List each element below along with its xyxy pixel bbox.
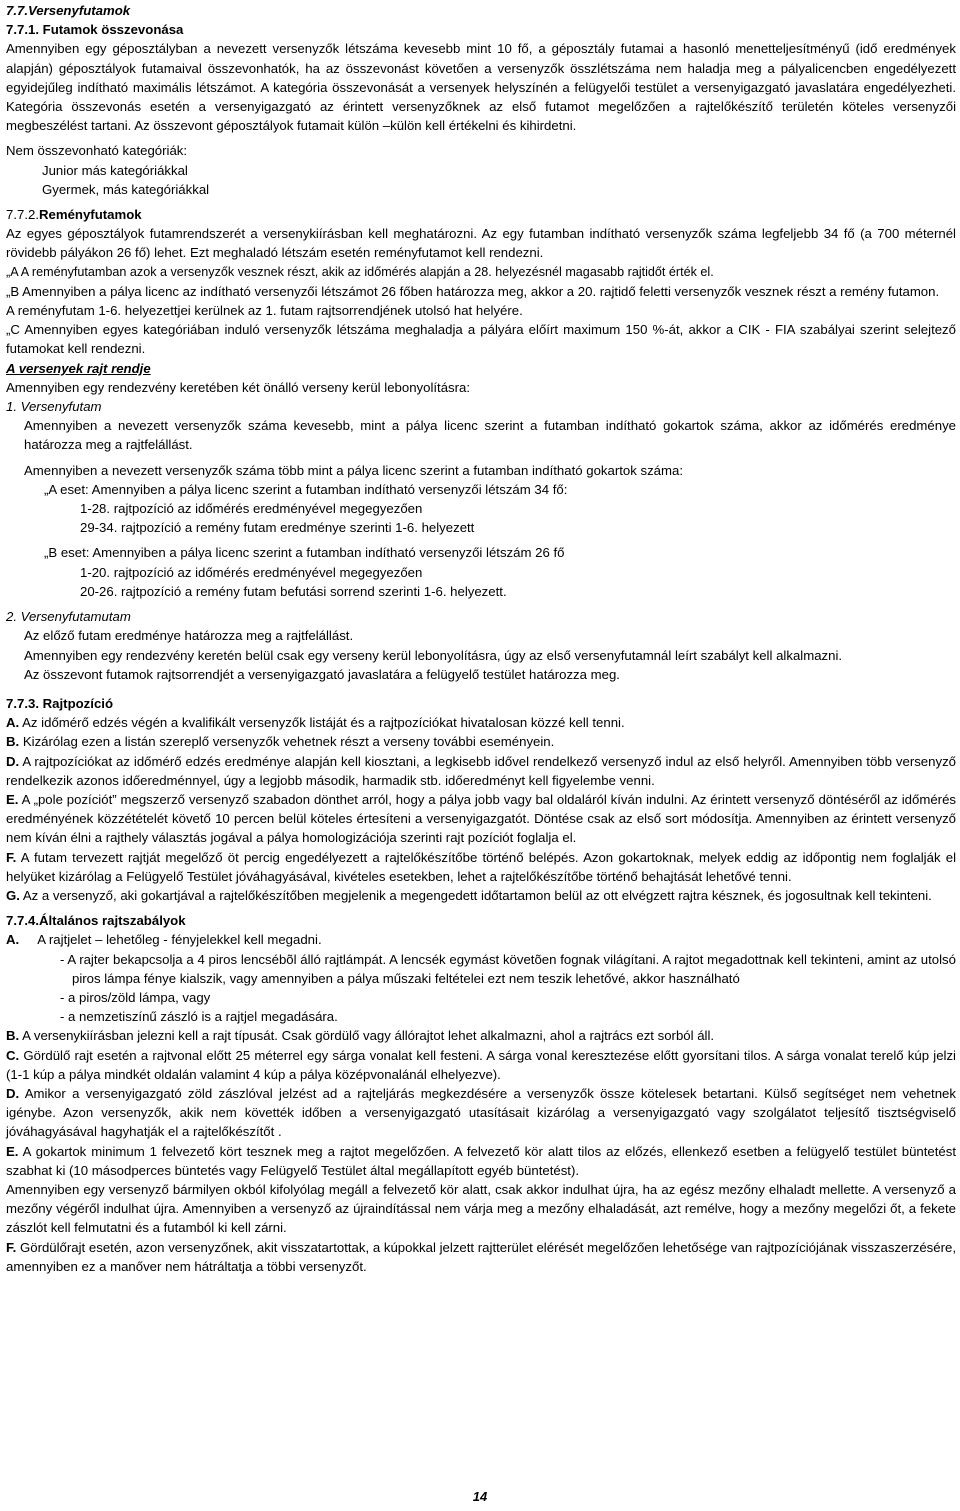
race-1-paragraph-2: Amennyiben a nevezett versenyzők száma több mint a pálya licenc szerint a futamban indítható gokartok száma: [24,462,683,478]
section-774-item [6,1142,956,1180]
item-text: Az időmérő edzés végén a kvalifikált versenyzők listáját és a rajtpozíciókat hivatalosan közzé kell tenni. [19,715,625,731]
item-letter: F. [6,849,17,865]
item-letter: E. [6,1143,19,1159]
item-text: Az a versenyző, aki gokartjával a rajtelőkészítőben megjelenik a megengedett időtartamon belül az ott elvégzett rajtra késznek, és jogosultnak kell tekinteni. [19,887,932,903]
race-2-paragraph-3: Az összevont futamok rajtsorrendjét a versenyigazgató javaslatára a felügyelő testület határozza meg. [24,666,620,682]
race-1-title: 1. Versenyfutam [6,399,102,415]
case-a-heading: „A eset: Amennyiben a pálya licenc szerint a futamban indítható versenyzői létszám 34 fő: [44,481,568,497]
section-772-title [6,205,956,224]
section-773-item [6,713,956,732]
race-1-paragraph-1: Amennyiben a nevezett versenyzők száma kevesebb, mint a pálya licenc szerint a futamban indítható gokartok száma, akkor az időmérés eredménye határozza meg a rajtfelállást. [24,418,956,453]
item-letter: B. [6,734,20,750]
section-773-item [6,848,956,886]
item-text: A gokartok minimum 1 felvezető kört tesznek meg a rajtot megelőzően. A felvezető kör alatt tilos az előzés, ellenkező esetben a felügyelő testület büntetést szabhat ki (10 másodperces büntetés vagy Felügyelő Testület által megállapított egyéb büntetést). [6,1143,956,1178]
section-774-item [6,1084,956,1142]
item-text: Gördülőrajt esetén, azon versenyzőnek, akit visszatartottak, a kúpokkal jelzett rajtterület elérését megelőzően lehetősége van rajtpozíciójának visszaszerzésére, amennyiben ez a manőver nem hátráltatja a többi versenyzőt. [6,1239,956,1274]
item-text: Amennyiben egy versenyző bármilyen okból kifolyólag megáll a felvezető kör alatt, csak akkor indulhat újra, ha az egész mezőny elhaladt mellette. A versenyző a mezőny végéről indulhat újra. Amennyiben a versenyző az újraindítással nem várja meg a mezőny elhaladását, azt remélve, hogy a mezőny megelőzi őt, a fekete zászlót kell felmutatni és a futamból ki kell zárni. [6,1181,956,1236]
section-772-number: 7.7.2. [6,207,39,223]
race-2-paragraph-1: Az előző futam eredménye határozza meg a rajtfelállást. [24,628,354,644]
section-774-item [6,1046,956,1084]
section-773-item [6,752,956,790]
page-number: 14 [472,1489,488,1504]
race-2-paragraph-2: Amennyiben egy rendezvény keretén belül csak egy verseny kerül lebonyolításra, úgy az első versenyfutamnál leírt szabályt kell alkalmazni. [24,647,843,663]
section-774-dash-2: - a piros/zöld lámpa, vagy [60,989,211,1005]
non-mergeable-title: Nem összevonható kategóriák: [6,143,188,159]
non-mergeable-item-2: Gyermek, más kategóriákkal [42,181,210,197]
item-text: Gördülő rajt esetén a rajtvonal előtt 25 méterrel egy sárga vonalat kell festeni. A sárga vonal keresztezése előtt gyorsítani tilos. A sárga vonalat terelő kúp jelzi (1-1 kúp a pálya mindkét oldalán valamint 4 kúp a pálya középvonalánál elhelyezve). [6,1047,956,1082]
item-letter: C. [6,1047,20,1063]
case-b-line-1: 1-20. rajtpozíció az időmérés eredményével megegyezően [80,564,423,580]
item-text: A rajtpozíciókat az időmérő edzés eredménye alapján kell kiosztani, a legkisebb idővel rendelkező versenyző indul az első helyről. Amennyiben több versenyző rendelkezik azonos időeredménnyel, úgy a legjobb második, harmadik stb. időeredményt kell figyelembe venni. [6,753,956,788]
section-773-list [6,713,956,905]
section-774-title: 7.7.4.Általános rajtszabályok [6,913,186,929]
section-773-item [6,790,956,848]
race-2-title: 2. Versenyfutamutam [6,609,131,625]
start-order-intro: Amennyiben egy rendezvény keretében két önálló verseny kerül lebonyolításra: [6,379,471,395]
section-774-item [6,1180,956,1238]
case-b-heading: „B eset: Amennyiben a pálya licenc szerint a futamban indítható versenyzői létszám 26 fő [44,545,565,561]
main-heading: 7.7.Versenyfutamok [6,3,131,18]
item-letter: E. [6,791,19,807]
item-letter: D. [6,753,20,769]
start-order-title: A versenyek rajt rendje [6,360,151,376]
section-772-case-b: „B Amennyiben a pálya licenc az indítható versenyzői létszámot 26 főben határozza meg, akkor a 20. rajtidő feletti versenyzők vesznek részt a remény futamon. [6,283,940,299]
section-774-list [6,1026,956,1276]
item-letter: G. [6,887,20,903]
section-772-paragraph: Az egyes géposztályok futamrendszerét a versenykiírásban kell meghatározni. Az egy futamban indítható versenyzők száma legfeljebb 34 fő (a 700 méternél rövidebb pályákon 26 fő) lehet. Ezt meghaladó létszám esetén reményfutamot kell rendezni. [6,226,956,261]
document-content [6,1,956,1276]
section-772-paragraph-2: A reményfutam 1-6. helyezettjei kerülnek az 1. futam rajtsorrendjének utolsó hat helyére. [6,303,523,319]
item-text: A „pole pozíciót” megszerző versenyző szabadon dönthet arról, hogy a pálya jobb vagy bal oldaláról kíván indulni. Az érintett versenyző döntéséről az időmérés eredményének közzétételét követő 10 percen belül köteles értesíteni a versenyigazgatót. Döntése csak az első sort módosítja. Amennyiben az érintett versenyző nem kíván élni a rajthely választás jogával a pálya homologizációja szerinti rajt pozíciót foglalja el. [6,791,956,846]
item-letter: B. [6,1028,20,1044]
section-774-item [6,1026,956,1045]
case-a-line-1: 1-28. rajtpozíció az időmérés eredményével megegyezően [80,501,423,517]
section-774-item [6,1238,956,1276]
section-773-item [6,732,956,751]
section-772-case-a: „A A reményfutamban azok a versenyzők vesznek részt, akik az időmérés alapján a 28. helyezésnél magasabb rajtidőt érték el. [6,264,714,279]
item-text: Amikor a versenyigazgató zöld zászlóval jelzést ad a rajteljárás megkezdésére a versenyzők össze kötelesek betartani. Külső segítséget nem vehetnek igénybe. Azon versenyzők, akik nem követték időben a versenyigazgató utasításait kizárólag a versenyigazgató vagy szolgálatot teljesítő tisztségviselő jóváhagyásával hagyhatják el a rajtelőkészítőt . [6,1085,956,1140]
section-774-dash-1: - A rajter bekapcsolja a 4 piros lencsébõl álló rajtlámpát. A lencsék egymást követõen fognak világítani. A rajtot megadottnak kell tekinteni, amint az utolsó piros lámpa fénye kialszik, vagy amennyiben a pálya műszaki feltételei ezt nem teszik lehetővé, akkor használható [60,951,956,986]
section-774-dash-3: - a nemzetiszínű zászló is a rajtjel megadására. [60,1009,338,1025]
item-text: Kizárólag ezen a listán szereplő versenyzők vehetnek részt a verseny további eseményein. [19,734,555,750]
section-771-title: 7.7.1. Futamok összevonása [6,22,184,38]
section-773-title: 7.7.3. Rajtpozíció [6,695,113,711]
item-letter: A. [6,715,20,731]
section-771-paragraph: Amennyiben egy géposztályban a nevezett versenyzők létszáma kevesebb mint 10 fő, a géposztály futamai a hasonló menetteljesítményű (idő eredmények alapján) géposztályok futamaival összevonhatók, ha az összevonást követően a versenyzők összlétszáma nem haladja meg a pályalicencben engedélyezett egyidejűleg indítható maximális létszámot. A kategória összevonását a versenyek helyszínén a felügyelői testület a versenyigazgató javaslatára engedélyezheti. Kategória összevonás esetén a versenyigazgató az érintett versenyzőknek az első futamot megelőzően a rajtelőkészítő területén köteles versenyzői megbeszélést tartani. Az összevont géposztályok futamait külön –külön kell értékelni és kihirdetni. [6,41,956,134]
case-a-line-2: 29-34. rajtpozíció a remény futam eredménye szerinti 1-6. helyezett [80,520,475,536]
section-774-item-a [6,930,956,949]
item-letter: F. [6,1239,17,1255]
case-b-line-2: 20-26. rajtpozíció a remény futam befutási sorrend szerinti 1-6. helyezett. [80,583,507,599]
item-text: A rajtjelet – lehetőleg - fényjelekkel kell megadni. [37,932,322,948]
section-773-item [6,886,956,905]
item-text: A versenykiírásban jelezni kell a rajt típusát. Csak gördülő vagy állórajtot lehet alkalmazni, ahol a rajtrács ezt sorból áll. [19,1028,715,1044]
item-letter: A. [6,932,20,948]
section-772-case-c: „C Amennyiben egyes kategóriában induló versenyzők létszáma meghaladja a pályára előírt maximum 150 %-át, akkor a CIK - FIA szabályai szerint selejtező futamokat kell rendezni. [6,322,956,357]
item-text: A futam tervezett rajtját megelőző öt percig engedélyezett a rajtelőkészítőbe történő belépés. Azon gokartoknak, melyek eddig az időpontig nem foglalják el helyüket kizárólag a Felügyelő Testület jóváhagyásával, kivételes esetekben, lehet a rajtelőkészítőbe történő behajtását lehetővé tenni. [6,849,956,884]
section-772-heading: Reményfutamok [39,207,142,223]
non-mergeable-item-1: Junior más kategóriákkal [42,162,188,178]
item-letter: D. [6,1085,20,1101]
